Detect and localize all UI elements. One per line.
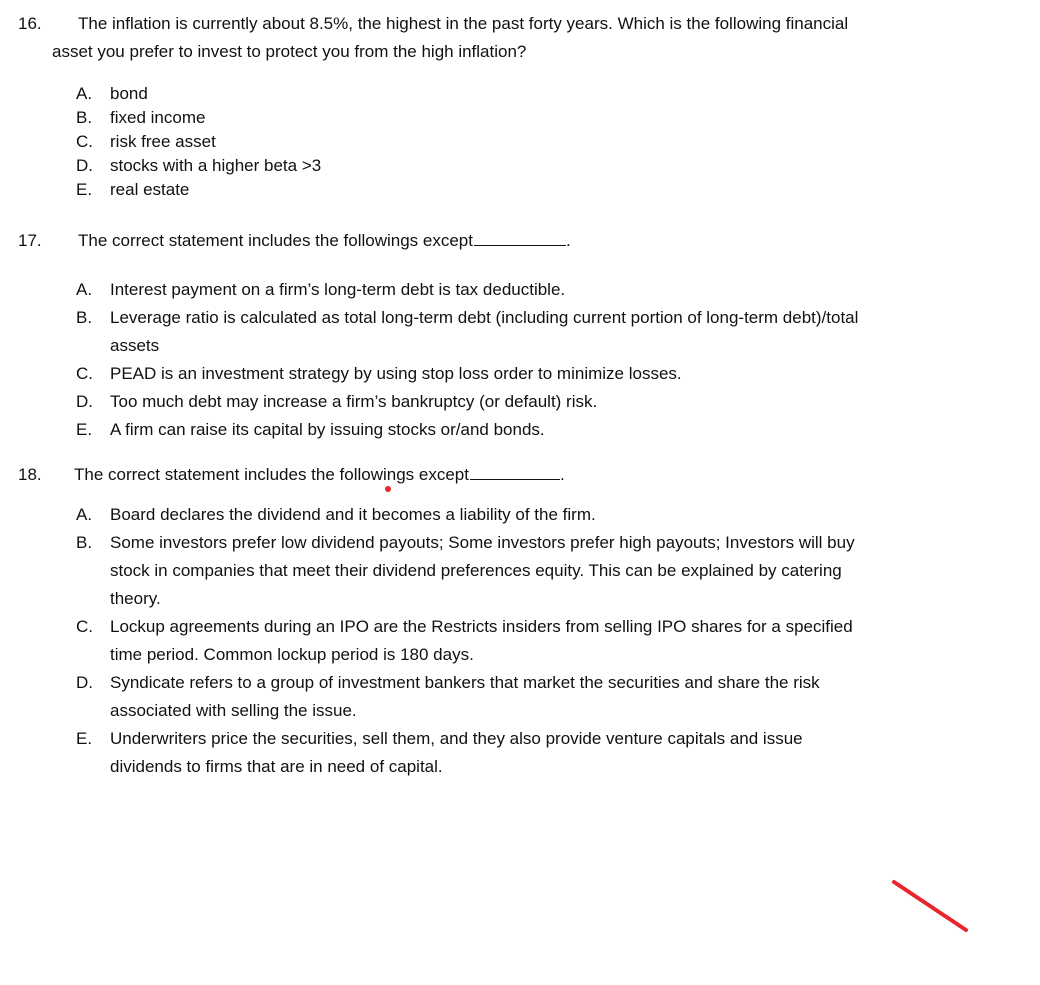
option-16-b[interactable] (76, 106, 876, 130)
option-text: bond (110, 84, 148, 103)
option-17-d[interactable] (76, 388, 876, 416)
option-text: A firm can raise its capital by issuing stocks or/and bonds. (110, 420, 545, 439)
question-number-17: 17. (18, 231, 42, 250)
option-18-c[interactable] (76, 613, 876, 669)
option-letter: E. (76, 729, 93, 748)
option-letter: D. (76, 392, 93, 411)
option-letter: C. (76, 132, 93, 151)
option-text: stocks with a higher beta >3 (110, 156, 322, 175)
option-18-b[interactable] (76, 529, 876, 613)
red-annotation-dot (385, 486, 391, 492)
question-stem-end: . (559, 465, 565, 484)
option-text: Syndicate refers to a group of investment bankers that market the securities and share the risk associated with selling the issue. (110, 673, 820, 720)
option-letter: B. (76, 108, 93, 127)
question-number-18: 18. (18, 465, 42, 484)
option-text: risk free asset (110, 132, 216, 151)
option-letter: D. (76, 156, 93, 175)
answer-blank[interactable] (470, 463, 560, 480)
option-letter: D. (76, 673, 93, 692)
option-list-16 (76, 82, 876, 202)
option-text: Lockup agreements during an IPO are the Restricts insiders from selling IPO shares for a specified time period. Common lockup period is 180 days. (110, 617, 853, 664)
option-text: Leverage ratio is calculated as total long-term debt (including current portion of long-term debt)/total assets (110, 308, 859, 355)
option-18-d[interactable] (76, 669, 876, 725)
option-17-b[interactable] (76, 304, 876, 360)
option-17-a[interactable] (76, 276, 876, 304)
question-stem-end: . (565, 231, 571, 250)
option-letter: B. (76, 533, 93, 552)
answer-blank[interactable] (474, 229, 566, 246)
option-letter: E. (76, 420, 93, 439)
option-list-17 (76, 276, 876, 444)
option-text: Interest payment on a firm’s long-term debt is tax deductible. (110, 280, 566, 299)
option-16-c[interactable] (76, 130, 876, 154)
option-17-c[interactable] (76, 360, 876, 388)
option-letter: A. (76, 505, 93, 524)
option-text: Too much debt may increase a firm’s bankruptcy (or default) risk. (110, 392, 598, 411)
option-letter: A. (76, 280, 93, 299)
question-stem-text: The correct statement includes the followings except (74, 465, 469, 484)
option-16-e[interactable] (76, 178, 876, 202)
option-17-e[interactable] (76, 416, 876, 444)
option-letter: C. (76, 364, 93, 383)
option-text: real estate (110, 180, 190, 199)
option-text: fixed income (110, 108, 206, 127)
option-letter: E. (76, 180, 93, 199)
option-list-18 (76, 501, 876, 781)
red-pen-stroke-icon (890, 878, 972, 934)
option-18-e[interactable] (76, 725, 876, 781)
option-text: PEAD is an investment strategy by using stop loss order to minimize losses. (110, 364, 682, 383)
option-letter: A. (76, 84, 93, 103)
option-16-d[interactable] (76, 154, 876, 178)
option-18-a[interactable] (76, 501, 876, 529)
question-stem-17 (78, 227, 571, 255)
question-number-16: 16. (18, 14, 42, 33)
option-text: Board declares the dividend and it becomes a liability of the firm. (110, 505, 596, 524)
option-text: Underwriters price the securities, sell them, and they also provide venture capitals and issue dividends to firms that are in need of capital. (110, 729, 803, 776)
question-stem-16: The inflation is currently about 8.5%, the highest in the past forty years. Which is the following financial asset you prefer to invest to protect you from the high inflation? (52, 14, 849, 61)
option-16-a[interactable] (76, 82, 876, 106)
option-text: Some investors prefer low dividend payouts; Some investors prefer high payouts; Investors will buy stock in companies that meet their dividend preferences equity. This can be explained by catering theory. (110, 533, 855, 608)
option-letter: C. (76, 617, 93, 636)
question-stem-text: The correct statement includes the followings except (78, 231, 473, 250)
option-letter: B. (76, 308, 93, 327)
question-stem-18 (74, 461, 565, 489)
